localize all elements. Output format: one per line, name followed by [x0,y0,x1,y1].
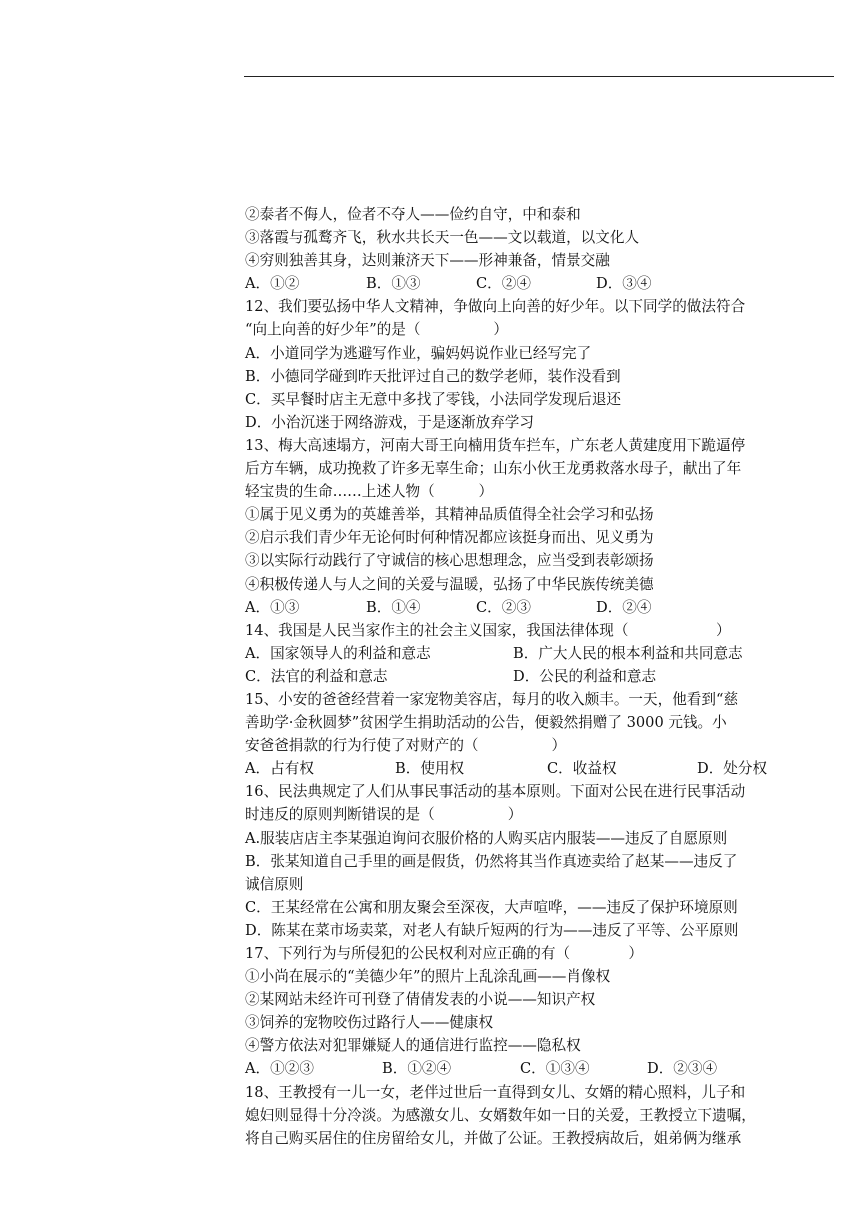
q13-option-d: D．②④ [596,598,652,616]
q15-option-c: C．收益权 [547,760,617,778]
exam-content [245,203,837,1150]
q18-stem: 将自己购买居住的住房留给女儿，并做了公证。王教授病故后，姐弟俩为继承 [245,1129,742,1147]
q17-item-1: ①小尚在展示的“美德少年”的照片上乱涂乱画——肖像权 [245,968,611,986]
q13-item-2: ②启示我们青少年无论何时何种情况都应该挺身而出、见义勇为 [245,529,654,547]
q16-stem: 16、民法典规定了人们从事民事活动的基本原则。下面对公民在进行民事活动 [245,783,746,801]
q16-stem: 时违反的原则判断错误的是（ ） [245,806,523,824]
q11-item-4: ④穷则独善其身，达则兼济天下——形神兼备，情景交融 [245,252,610,270]
q15-stem: 安爸爸捐款的行为行使了对财产的（ ） [245,737,567,755]
q12-option-c: C．买早餐时店主无意中多找了零钱，小法同学发现后退还 [245,390,622,408]
q17-stem: 17、下列行为与所侵犯的公民权利对应正确的有（ ） [245,945,644,962]
q15-options [245,757,837,780]
q14-option-a: A．国家领导人的利益和意志 [245,644,431,662]
q17-options [245,1057,837,1080]
q12-stem: 12、我们要弘扬中华人文精神，争做向上向善的好少年。以下同学的做法符合 [245,298,746,316]
q18-stem: 18、王教授有一儿一女，老伴过世后一直得到女儿、女婿的精心照料，儿子和 [245,1083,746,1101]
q14-options-row-1 [245,642,837,665]
q15-stem: 善助学·金秋圆梦”贫困学生捐助活动的公告，便毅然捐赠了 3000 元钱。小 [245,714,727,732]
q11-option-c: C．②④ [476,275,531,293]
q11-option-d: D．③④ [596,275,652,293]
q13-option-c: C．②③ [476,598,531,616]
q17-option-c: C．①③④ [520,1060,590,1078]
q11-item-3: ③落霞与孤鹜齐飞，秋水共长天一色——文以载道，以文化人 [245,229,640,247]
q13-option-b: B．①④ [366,598,421,616]
q15-option-d: D．处分权 [697,760,768,778]
q14-option-b: B．广大人民的根本利益和共同意志 [513,644,743,662]
q11-option-a: A．①② [245,275,300,293]
q14-option-c: C．法官的利益和意志 [245,667,388,685]
q11-option-b: B．①③ [366,275,421,293]
q17-item-2: ②某网站未经许可刊登了倩倩发表的小说——知识产权 [245,991,596,1009]
q13-stem: 后方车辆，成功挽救了许多无辜生命；山东小伙王龙勇救落水母子，献出了年 [245,460,742,478]
q14-option-d: D．公民的利益和意志 [513,667,657,685]
q17-option-b: B．①②④ [382,1060,452,1078]
q12-option-b: B．小德同学碰到昨天批评过自己的数学老师，装作没看到 [245,367,621,385]
q14-stem: 14、我国是人民当家作主的社会主义国家，我国法律体现（ ） [245,621,731,639]
q13-option-a: A．①③ [245,598,300,616]
q17-option-a: A．①②③ [245,1060,314,1078]
q17-option-d: D．②③④ [647,1060,718,1078]
q13-stem: 轻宝贵的生命……上述人物（ ） [245,483,494,501]
q15-option-a: A．占有权 [245,760,314,778]
q18-stem: 媳妇则显得十分冷淡。为感激女儿、女婿数年如一日的关爱，王教授立下遗嘱， [245,1106,756,1124]
q14-options-row-2 [245,665,837,688]
q12-option-a: A．小道同学为逃避写作业，骗妈妈说作业已经写完了 [245,344,592,362]
q16-option-b-cont: 诚信原则 [245,875,304,893]
q17-item-3: ③饲养的宠物咬伤过路行人——健康权 [245,1014,494,1032]
q15-option-b: B．使用权 [395,760,465,778]
q13-options [245,596,837,619]
q16-option-c: C．王某经常在公寓和朋友聚会至深夜，大声喧哗，——违反了保护环境原则 [245,898,738,916]
q11-options [245,272,837,295]
q16-option-a: A.服装店店主李某强迫询问衣服价格的人购买店内服装——违反了自愿原则 [245,829,728,847]
q16-option-d: D．陈某在菜市场卖菜，对老人有缺斤短两的行为——违反了平等、公平原则 [245,921,739,939]
q12-option-d: D．小治沉迷于网络游戏，于是逐渐放弃学习 [245,413,534,431]
q13-stem: 13、梅大高速塌方，河南大哥王向楠用货车拦车，广东老人黄建度用下跪逼停 [245,436,746,454]
q15-stem: 15、小安的爸爸经营着一家宠物美容店，每月的收入颇丰。一天，他看到“慈 [245,690,739,708]
q13-item-4: ④积极传递人与人之间的关爱与温暖，弘扬了中华民族传统美德 [245,575,654,593]
q13-item-3: ③以实际行动践行了守诚信的核心思想理念，应当受到表彰颂扬 [245,552,654,570]
q12-stem: “向上向善的好少年”的是（ ） [245,321,509,339]
q17-item-4: ④警方依法对犯罪嫌疑人的通信进行监控——隐私权 [245,1037,581,1055]
q11-item-2: ②泰者不侮人，俭者不夺人——俭约自守，中和泰和 [245,206,581,223]
header-rule [244,76,834,77]
q16-option-b: B．张某知道自己手里的画是假货，仍然将其当作真迹卖给了赵某——违反了 [245,852,738,870]
q13-item-1: ①属于见义勇为的英雄善举，其精神品质值得全社会学习和弘扬 [245,506,654,524]
